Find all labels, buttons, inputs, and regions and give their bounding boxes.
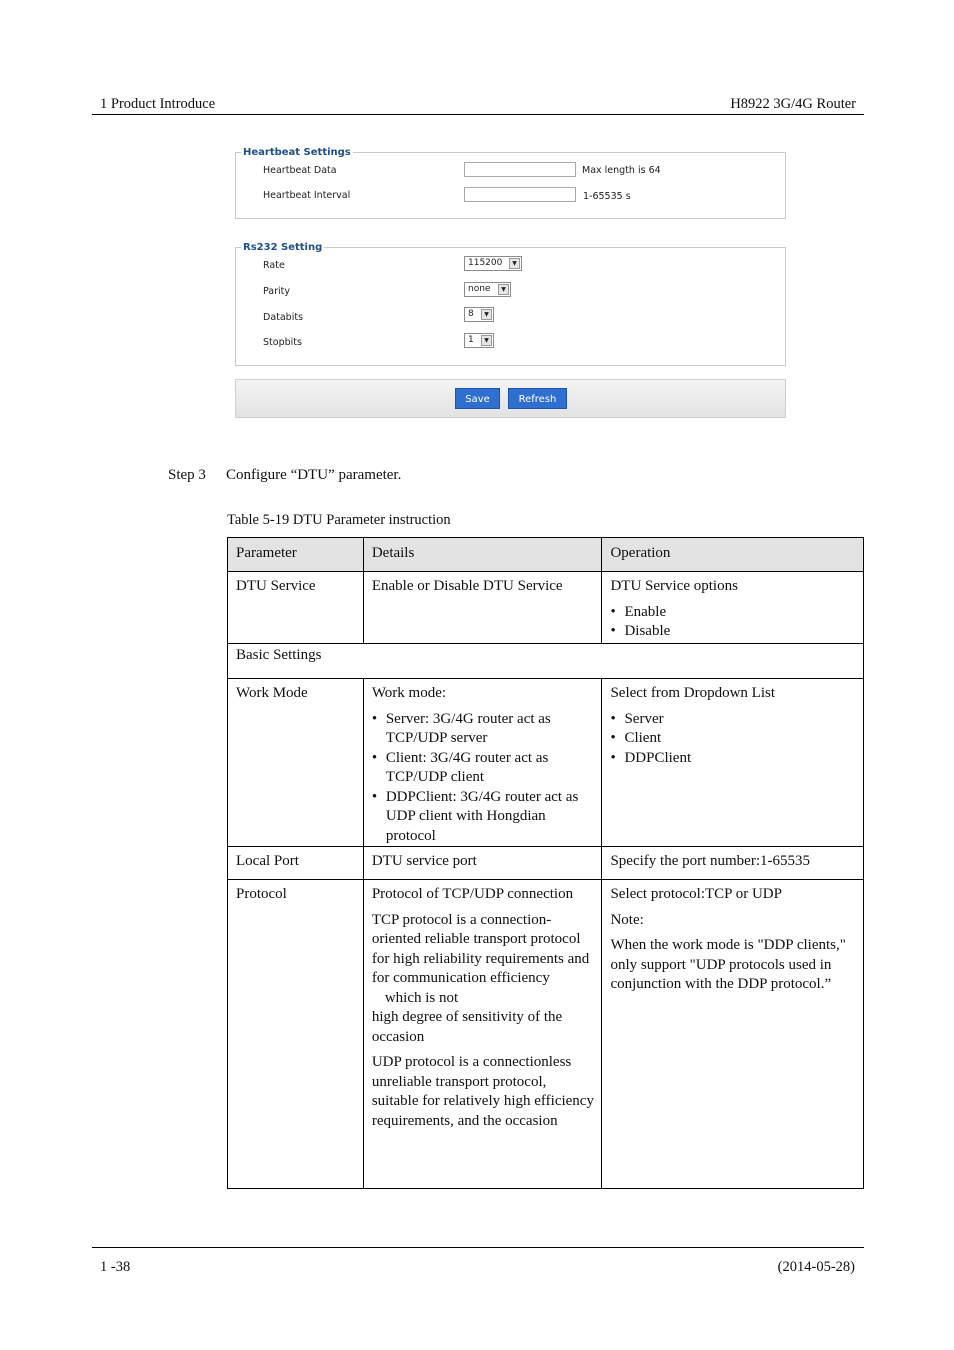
table-caption: Table 5-19 DTU Parameter instruction: [227, 512, 451, 528]
details-cell: Enable or Disable DTU Service: [363, 572, 602, 644]
parity-select[interactable]: [464, 282, 511, 297]
chevron-down-icon: ▼: [481, 309, 492, 320]
databits-select-value: 8: [468, 309, 474, 319]
step-number: Step 3: [168, 467, 206, 483]
operation-title: Select from Dropdown List: [610, 685, 776, 701]
details-list: [372, 710, 595, 847]
table-row: [228, 679, 864, 847]
footer-rule: [92, 1247, 864, 1248]
chevron-down-icon: ▼: [481, 335, 492, 346]
step-line: [168, 467, 401, 484]
heartbeat-data-input[interactable]: [464, 162, 576, 177]
operation-cell: [602, 880, 864, 1189]
param-cell: Local Port: [228, 847, 364, 880]
chevron-down-icon: ▼: [509, 258, 520, 269]
heartbeat-interval-label: Heartbeat Interval: [263, 190, 351, 201]
heartbeat-data-hint: Max length is 64: [582, 165, 661, 176]
heartbeat-interval-hint: 1-65535 s: [583, 191, 631, 202]
list-item: • Server: [610, 710, 856, 730]
details-cell: [363, 679, 602, 847]
table-row: [228, 572, 864, 644]
chevron-down-icon: ▼: [498, 284, 509, 295]
rs232-legend: Rs232 Setting: [243, 242, 323, 253]
button-bar: [235, 379, 786, 418]
list-item: • DDPClient: 3G/4G router act as UDP client with Hongdian protocol: [372, 788, 595, 847]
table-header-row: [228, 538, 864, 572]
refresh-button[interactable]: Refresh: [508, 388, 567, 409]
tcp-desc-indent: which is not: [384, 989, 459, 1006]
column-header: Parameter: [228, 538, 364, 572]
details-cell: [363, 880, 602, 1189]
header-chapter: 1 Product Introduce: [100, 96, 216, 112]
list-item: • DDPClient: [610, 749, 856, 769]
param-cell: Work Mode: [228, 679, 364, 847]
heartbeat-interval-input[interactable]: [464, 187, 576, 202]
details-cell: DTU service port: [363, 847, 602, 880]
dtu-parameter-table: [227, 537, 864, 1189]
section-heading: Basic Settings: [228, 644, 864, 679]
stopbits-select[interactable]: [464, 333, 494, 348]
protocol-desc: Protocol of TCP/UDP connection: [371, 886, 574, 902]
databits-select[interactable]: [464, 307, 494, 322]
tcp-desc-end: high degree of sensitivity of the occasion: [371, 1009, 563, 1045]
table-row: [228, 847, 864, 880]
heartbeat-data-label: Heartbeat Data: [263, 165, 337, 176]
operation-cell: [602, 679, 864, 847]
column-header: Operation: [602, 538, 864, 572]
heartbeat-legend: Heartbeat Settings: [243, 147, 351, 158]
step-text: Configure “DTU” parameter.: [226, 467, 402, 483]
operation-title: DTU Service options: [610, 578, 738, 594]
rate-select-value: 115200: [468, 258, 503, 268]
param-cell: Protocol: [228, 880, 364, 1189]
stopbits-select-value: 1: [468, 335, 474, 345]
list-item: • Enable: [610, 603, 856, 623]
stopbits-label: Stopbits: [263, 337, 302, 348]
document-date: (2014-05-28): [777, 1259, 855, 1275]
operation-cell: [602, 572, 864, 644]
list-item: • Client: [610, 729, 856, 749]
databits-label: Databits: [263, 312, 304, 323]
rate-label: Rate: [263, 260, 285, 271]
section-row: [228, 644, 864, 679]
save-button[interactable]: Save: [455, 388, 500, 409]
table-row: [228, 880, 864, 1189]
parity-select-value: none: [468, 284, 491, 294]
operation-list: [610, 603, 856, 642]
page-number: 1 -38: [100, 1259, 131, 1275]
note-label: Note:: [610, 911, 644, 928]
note-text: When the work mode is "DDP clients," only support "UDP protocols used in conjunction with the DDP protocol.”: [610, 937, 846, 992]
param-cell: DTU Service: [228, 572, 364, 644]
list-item: • Client: 3G/4G router act as TCP/UDP client: [372, 749, 595, 788]
rate-select[interactable]: [464, 256, 522, 271]
header-product: H8922 3G/4G Router: [730, 96, 856, 112]
details-title: Work mode:: [371, 685, 447, 701]
operation-title: Select protocol:TCP or UDP: [610, 886, 782, 902]
list-item: • Server: 3G/4G router act as TCP/UDP server: [372, 710, 595, 749]
tcp-desc-main: TCP protocol is a connection-oriented reliable transport protocol for high reliability requirements and for communication efficiency: [371, 911, 590, 986]
header-rule: [92, 114, 864, 115]
parity-label: Parity: [263, 286, 291, 297]
list-item: • Disable: [610, 622, 856, 642]
udp-desc: UDP protocol is a connectionless unreliable transport protocol, suitable for relatively high efficiency requirements, and the occasion: [371, 1054, 594, 1129]
operation-list: [610, 710, 856, 769]
tcp-desc: [372, 911, 595, 1048]
column-header: Details: [363, 538, 602, 572]
operation-cell: Specify the port number:1-65535: [602, 847, 864, 880]
